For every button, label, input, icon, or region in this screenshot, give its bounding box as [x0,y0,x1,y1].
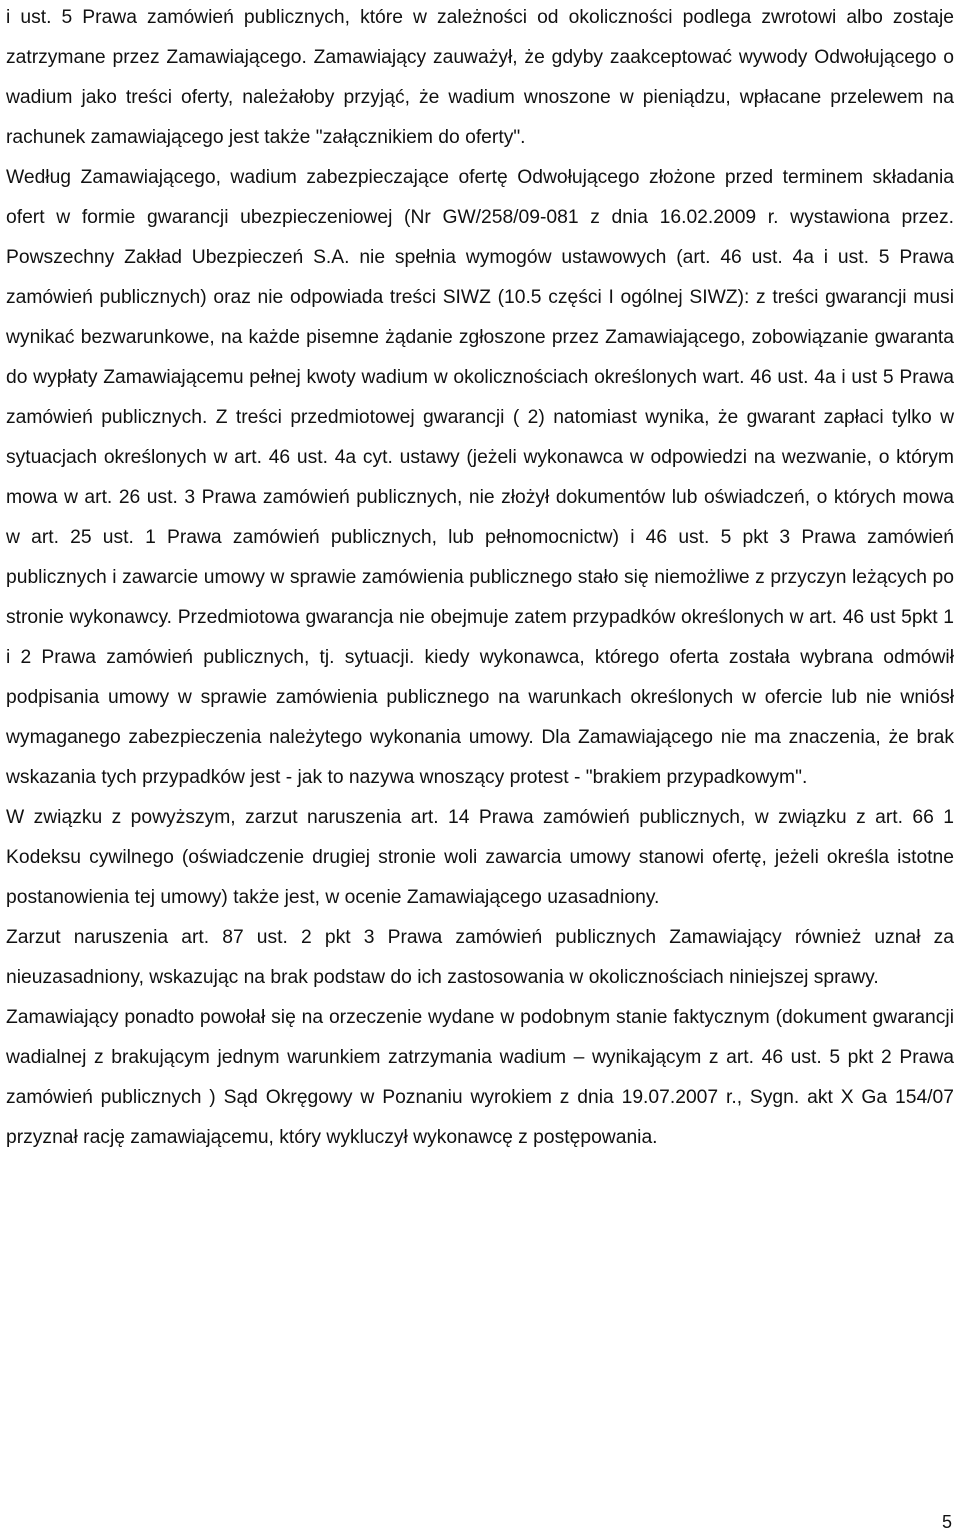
paragraph-guarantee-requirements: Według Zamawiającego, wadium zabezpieczające ofertę Odwołującego złożone przed terminem składania ofert w formie gwarancji ubezpieczeniowej (Nr GW/258/09-081 z dnia 16.02.2009 r. wystawiona przez. Powszechny Zakład Ubezpieczeń S.A. nie spełnia wymogów ustawowych (art. 46 ust. 4a i ust. 5 Prawa zamówień publicznych) oraz nie odpowiada treści SIWZ (10.5 części I ogólnej SIWZ): z treści gwarancji musi wynikać bezwarunkowe, na każde pisemne żądanie zgłoszone przez Zamawiającego, zobowiązanie gwaranta do wypłaty Zamawiającemu pełnej kwoty wadium w okolicznościach określonych wart. 46 ust. 4a i ust 5 Prawa zamówień publicznych. Z treści przedmiotowej gwarancji ( 2) natomiast wynika, że gwarant zapłaci tylko w sytuacjach określonych w art. 46 ust. 4a cyt. ustawy (jeżeli wykonawca w odpowiedzi na wezwanie, o którym mowa w art. 26 ust. 3 Prawa zamówień publicznych, nie złożył dokumentów lub oświadczeń, o których mowa w art. 25 ust. 1 Prawa zamówień publicznych, lub pełnomocnictw) i 46 ust. 5 pkt 3 Prawa zamówień publicznych i zawarcie umowy w sprawie zamówienia publicznego stało się niemożliwe z przyczyn leżących po stronie wykonawcy. Przedmiotowa gwarancja nie obejmuje zatem przypadków określonych w art. 46 ust 5pkt 1 i 2 Prawa zamówień publicznych, tj. sytuacji. kiedy wykonawca, którego oferta została wybrana odmówił podpisania umowy w sprawie zamówienia publicznego na warunkach określonych w ofercie lub nie wniósł wymaganego zabezpieczenia należytego wykonania umowy. Dla Zamawiającego nie ma znaczenia, że brak wskazania tych przypadków jest - jak to nazywa wnoszący protest - "brakiem przypadkowym". [6,167,954,788]
paragraph-article-14-violation: W związku z powyższym, zarzut naruszenia art. 14 Prawa zamówień publicznych, w związku z art. 66 1 Kodeksu cywilnego (oświadczenie drugiej stronie woli zawarcia umowy stanowi ofertę, jeżeli określa istotne postanowienia tej umowy) także jest, w ocenie Zamawiającego uzasadniony. [6,807,954,908]
paragraph-court-ruling: Zamawiający ponadto powołał się na orzeczenie wydane w podobnym stanie faktycznym (dokument gwarancji wadialnej z brakującym jednym warunkiem zatrzymania wadium – wynikającym z art. 46 ust. 5 pkt 2 Prawa zamówień publicznych ) Sąd Okręgowy w Poznaniu wyrokiem z dnia 19.07.2007 r., Sygn. akt X Ga 154/07 przyznał rację zamawiającemu, który wykluczył wykonawcę z postępowania. [6,1007,954,1148]
page-number: 5 [941,1512,952,1532]
document-page [6,0,954,1158]
paragraph-deposit-attachment: i ust. 5 Prawa zamówień publicznych, które w zależności od okoliczności podlega zwrotowi albo zostaje zatrzymane przez Zamawiającego. Zamawiający zauważył, że gdyby zaakceptować wywody Odwołującego o wadium jako treści oferty, należałoby przyjąć, że wadium wnoszone w pieniądzu, wpłacane przelewem na rachunek zamawiającego jest także "załącznikiem do oferty". [6,7,954,148]
paragraph-article-87-violation: Zarzut naruszenia art. 87 ust. 2 pkt 3 Prawa zamówień publicznych Zamawiający również uznał za nieuzasadniony, wskazując na brak podstaw do ich zastosowania w okolicznościach niniejszej sprawy. [6,927,954,988]
